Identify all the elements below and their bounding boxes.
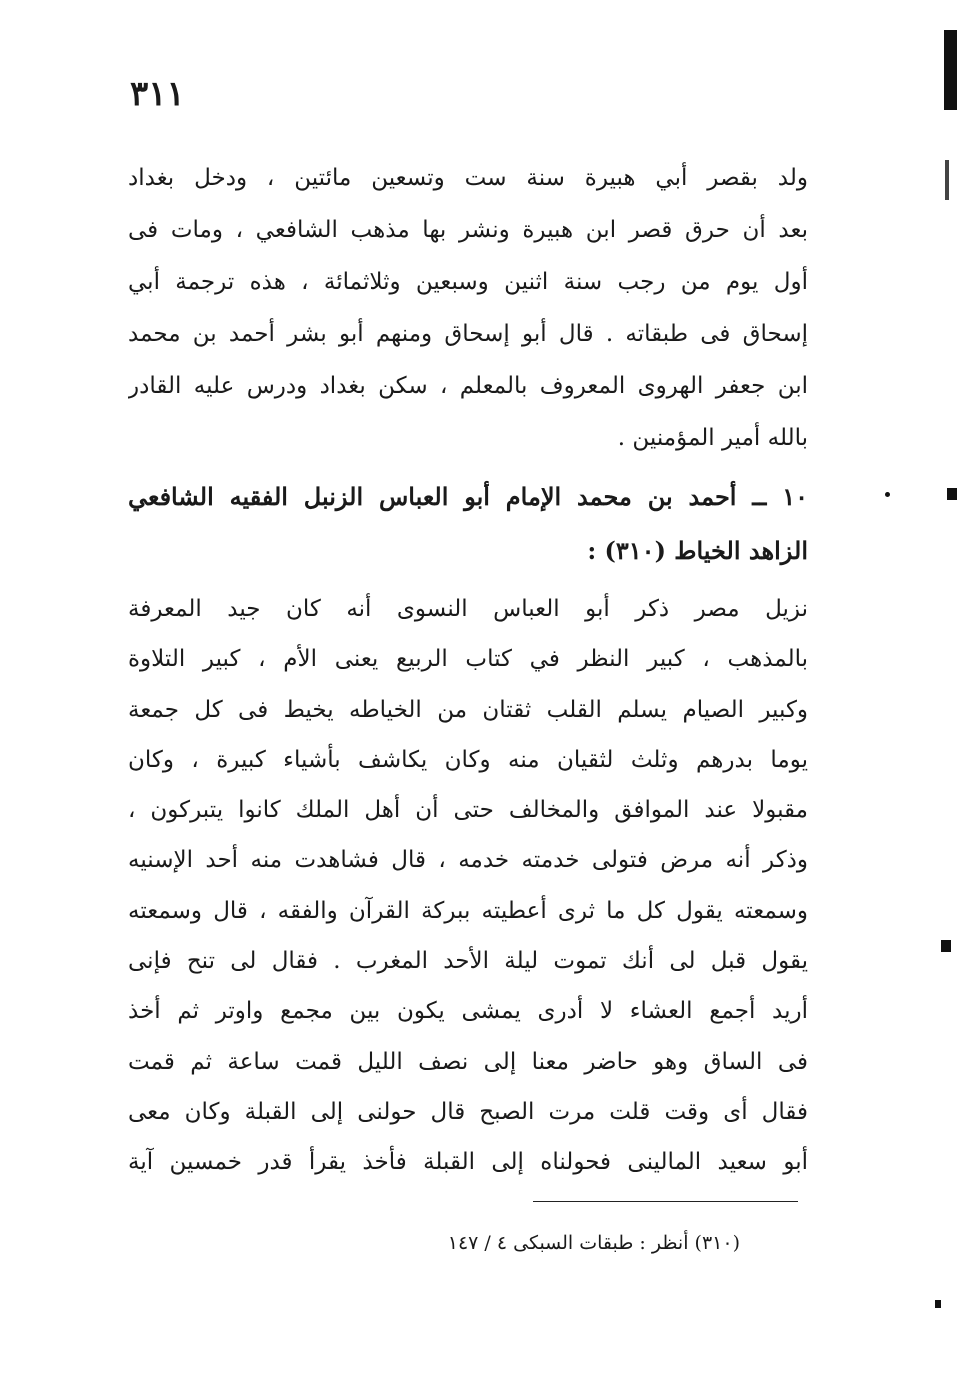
scan-edge-mark	[944, 30, 957, 110]
scan-edge-mark	[935, 1300, 941, 1308]
text-line: أريد أجمع العشاء لا أدرى يمشى يكون بين مجمع واوتر ثم أخذ	[128, 998, 808, 1025]
text-line: مقبولا عند الموافق والمخالف حتى أن أهل الملك كانوا يتبركون ،	[128, 797, 808, 824]
text-line: أبو سعيد المالينى فحولناه إلى القبلة فأخذ يقرأ قدر خمسين آية	[128, 1149, 808, 1176]
heading-line: الزاهد الخياط (٣١٠) :	[587, 536, 808, 565]
text-line: أول يوم من رجب سنة اثنين وسبعين وثلاثمائة ، هذه ترجمة أبي	[128, 269, 808, 295]
text-line: فقال أى وقت قلت مرت الصبح قال حولنى إلى القبلة وكان معى	[128, 1098, 808, 1125]
text-line: ولد بقصر أبي هبيرة سنة ست وتسعين مائتين ، ودخل بغداد	[128, 165, 808, 191]
scan-edge-mark	[945, 160, 949, 200]
footnote-divider	[533, 1201, 798, 1202]
text-line: فى الساق وهو حاضر معنا إلى نصف الليل قمت ساعة ثم قمت	[128, 1048, 808, 1075]
text-line: يوما بدرهم وثلث لثقيان منه وكان يكاشف بأشياء كبيرة ، وكان	[128, 746, 808, 773]
text-line: ابن جعفر الهروى المعروف بالمعلم ، سكن بغداد ودرس عليه القادر	[128, 373, 808, 399]
page-number: ٣١١	[130, 74, 185, 114]
paragraph-1	[128, 152, 808, 464]
text-line: نزيل مصر ذكر أبو العباس النسوى أنه كان جيد المعرفة	[128, 596, 808, 622]
scan-edge-mark	[941, 940, 951, 952]
scan-edge-mark	[885, 492, 890, 497]
text-line: وذكر أنه مرض فتولى خدمته خدمه ، قال فشاهدت منه أحد الإسنيه	[128, 847, 808, 874]
text-line: بالمذهب ، كبير النظر في كتاب الربيع يعنى الأم ، كبير التلاوة	[128, 646, 808, 673]
text-line: بعد أن حرق قصر ابن هبيرة ونشر بها مذهب الشافعي ، ومات فى	[128, 217, 808, 243]
entry-heading	[128, 470, 808, 578]
text-line: إسحاق فى طبقاته . قال أبو إسحاق ومنهم أبو بشر أحمد بن محمد	[128, 321, 808, 347]
text-line: يقول قبل لى أنك تموت ليلة الأحد المغرب . فقال لى تنح فإنى	[128, 948, 808, 975]
paragraph-2	[128, 584, 808, 1188]
footnote: (٣١٠) أنظر : طبقات السبكى ٤ / ١٤٧	[447, 1232, 740, 1254]
heading-line: ١٠ ــ أحمد بن محمد الإمام أبو العباس الزنبل الفقيه الشافعي	[128, 482, 808, 511]
scan-edge-mark	[947, 488, 957, 500]
text-line: وسمعته يقول كل ما ثرى أعطيته ببركة القرآن والفقه ، قال وسمعته	[128, 897, 808, 924]
text-line: بالله أمير المؤمنين .	[617, 425, 808, 451]
text-line: وكبير الصيام يسلم القلب ثقتان من الخياطه يخيط فى كل جمعة	[128, 696, 808, 723]
